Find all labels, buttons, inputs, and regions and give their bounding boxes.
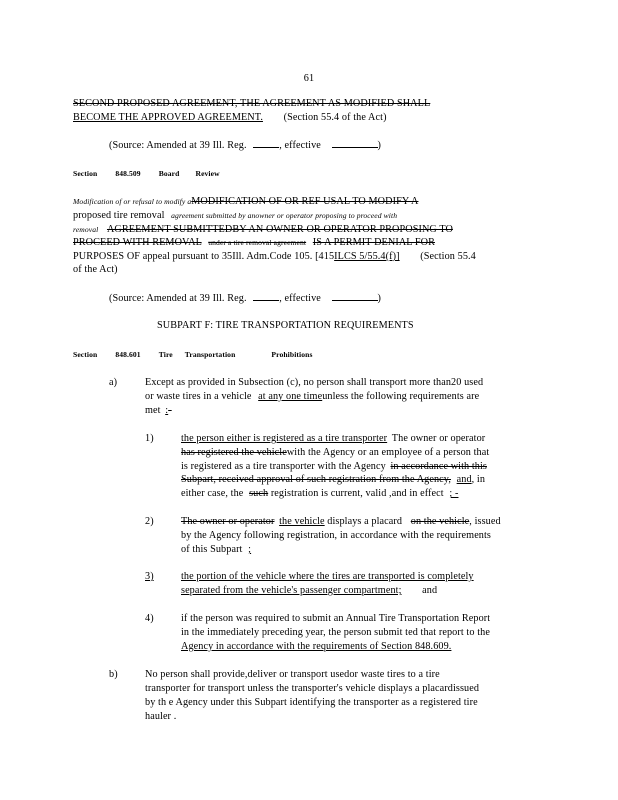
body-text: proposed tire removal — [73, 210, 165, 221]
body-text: No person shall provide,deliver or transport usedor waste tires to a tire — [145, 669, 440, 680]
section-number: 848.509 — [115, 169, 141, 178]
section-title-word: Board — [158, 169, 180, 178]
text-line — [181, 626, 490, 639]
body-text: is registered as a tire transporter with the Agency — [181, 461, 386, 472]
source-note-mid: , effective — [279, 293, 321, 304]
underlined-text: ; — [248, 544, 252, 555]
list-label: a) — [109, 377, 118, 388]
section-title-word: Prohibitions — [271, 350, 313, 359]
text-line — [181, 432, 485, 445]
text-line — [181, 446, 489, 459]
section-title-word: Review — [195, 169, 220, 178]
body-text: displays a placard — [327, 516, 403, 527]
text-line — [181, 612, 490, 625]
section-heading — [73, 167, 220, 180]
underlined-text: at any one time — [258, 391, 323, 402]
italic-text: removal — [73, 225, 99, 234]
body-text: either case, the — [181, 488, 244, 499]
underlined-text: Agency in accordance with the requirements of Section 848.609. — [181, 641, 452, 652]
text-line — [181, 515, 501, 528]
source-note-prefix: (Source: Amended at 39 Ill. Reg. — [109, 140, 247, 151]
struck-text: PROCEED WITH REMOVAL — [73, 237, 202, 248]
text-line — [73, 236, 435, 249]
text-line — [181, 487, 458, 500]
list-label: b) — [109, 669, 118, 680]
list-label: 2) — [145, 516, 154, 527]
list-label: 4) — [145, 613, 154, 624]
source-note-suffix: ) — [377, 140, 382, 151]
subpart-heading: SUBPART F: TIRE TRANSPORTATION REQUIREMENTS — [157, 320, 414, 331]
body-text: with the Agency or an employee of a person that — [286, 447, 490, 458]
list-label: 1) — [145, 433, 154, 444]
source-note-mid: , effective — [279, 140, 321, 151]
text-line — [73, 250, 476, 263]
text-line — [145, 390, 479, 403]
blank-line — [253, 291, 279, 301]
body-text: hauler . — [145, 711, 177, 722]
body-text: Except as provided in Subsection (c), no person shall transport more than20 used — [145, 377, 484, 388]
struck-text: MODIFICATION OF OR REF USAL TO MODIFY A — [191, 196, 419, 207]
body-text: The owner or operator — [391, 433, 486, 444]
source-note-prefix: (Source: Amended at 39 Ill. Reg. — [109, 293, 247, 304]
body-text: transporter for transport unless the transporter's vehicle displays a placardissued — [145, 683, 480, 694]
body-text: if the person was required to submit an Annual Tire Transportation Report — [181, 613, 491, 624]
body-text: , issued — [469, 516, 501, 527]
struck-text: in accordance with this — [390, 461, 487, 472]
underlined-text: separated from the vehicle's passenger compartment; — [181, 585, 402, 596]
struck-text: Subpart, received approval of such registration from the Agency, — [181, 474, 451, 485]
section-label: Section — [73, 350, 98, 359]
section-citation: (Section 55.4 — [420, 251, 476, 262]
text-line — [181, 460, 487, 473]
underlined-text: 3) — [145, 571, 154, 582]
underlined-text: ; - — [449, 488, 459, 499]
underlined-text: ILCS 5/55.4(f)] — [334, 251, 400, 262]
text-line — [73, 209, 397, 222]
source-note — [109, 291, 381, 304]
text-line — [73, 195, 418, 208]
section-title-word: Tire — [158, 350, 173, 359]
text-line — [181, 584, 437, 597]
text-line — [145, 696, 478, 709]
italic-text: agreement submitted by anowner or operator proposing to proceed with — [171, 211, 398, 220]
list-label — [145, 570, 154, 583]
text-line — [181, 473, 485, 486]
struck-text: AGREEMENT SUBMITTEDBY AN OWNER OR OPERATOR PROPOSING TO — [106, 224, 453, 235]
struck-text: on the vehicle — [410, 516, 470, 527]
source-note — [109, 138, 381, 151]
underlined-text: and — [456, 474, 472, 485]
struck-text: such — [249, 488, 269, 499]
text-line — [181, 529, 491, 542]
body-text: by the Agency following registration, in accordance with the requirements — [181, 530, 491, 541]
body-text: registration is current, valid ,and in effect — [270, 488, 444, 499]
body-text: by th e Agency under this Subpart identifying the transporter as a registered tire — [145, 697, 478, 708]
blank-line — [253, 138, 279, 148]
text-line — [145, 376, 483, 389]
text-line — [145, 404, 172, 417]
underlined-text: the vehicle — [279, 516, 325, 527]
struck-text: has registered the vehicle — [181, 447, 287, 458]
struck-text: IS A PERMIT DENIAL FOR — [312, 237, 435, 248]
section-title-word: Transportation — [184, 350, 236, 359]
struck-text: The owner or operator — [181, 516, 275, 527]
underlined-text: the portion of the vehicle where the tires are transported is completely — [181, 571, 474, 582]
struck-text-line — [73, 97, 430, 110]
struck-text: - — [168, 405, 172, 416]
italic-text: Modification of or refusal to modify a — [73, 197, 192, 206]
text-line — [145, 668, 440, 681]
page-number: 61 — [303, 73, 315, 84]
body-text: , in — [471, 474, 486, 485]
text-line — [145, 682, 479, 695]
source-note-suffix: ) — [377, 293, 382, 304]
body-text: unless the following requirements are — [322, 391, 480, 402]
text-line — [73, 111, 387, 124]
text-line — [181, 543, 251, 556]
text-line — [181, 570, 474, 583]
text-line — [73, 263, 118, 276]
body-text: met — [145, 405, 161, 416]
body-text: in the immediately preceding year, the person submit ted that report to the — [181, 627, 490, 638]
body-text: or waste tires in a vehicle — [145, 391, 252, 402]
section-number: 848.601 — [115, 350, 141, 359]
section-citation: (Section 55.4 of the Act) — [283, 112, 387, 123]
underlined-text: the person either is registered as a tire transporter — [181, 433, 388, 444]
body-text: of this Subpart — [181, 544, 243, 555]
text-line — [181, 640, 451, 653]
blank-line — [332, 291, 378, 301]
text-line — [73, 223, 453, 236]
text-line — [145, 710, 176, 723]
underlined-text: : — [165, 405, 169, 416]
struck-text: under a tire removal agreement — [208, 238, 307, 247]
section-heading — [73, 348, 313, 361]
blank-line — [332, 138, 378, 148]
body-text: and — [422, 585, 438, 596]
struck-text: SECOND PROPOSED AGREEMENT, THE AGREEMENT AS MODIFIED SHALL — [73, 98, 431, 109]
section-label: Section — [73, 169, 98, 178]
body-text: of the Act) — [73, 264, 118, 275]
underlined-text: BECOME THE APPROVED AGREEMENT. — [73, 112, 263, 123]
body-text: PURPOSES OF appeal pursuant to 35Ill. Adm.Code 105. [415 — [73, 251, 335, 262]
